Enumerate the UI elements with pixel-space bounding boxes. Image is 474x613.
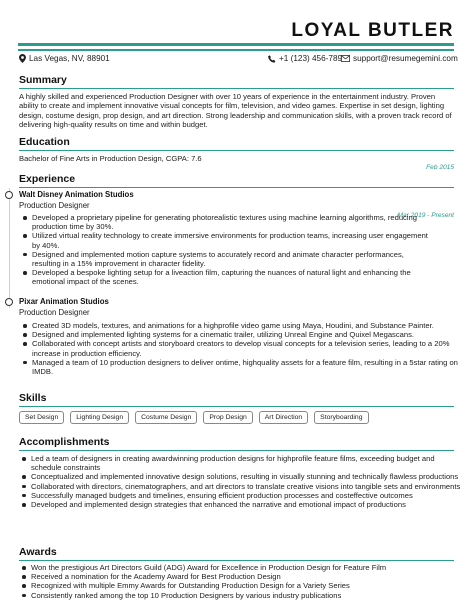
list-item: Collaborated with directors, cinematographers, and art directors to translate creative visions into tangible sets and environments [31,482,466,491]
experience-heading: Experience [19,173,76,185]
list-item: Developed and implemented design strategies that enhanced the narrative and emotional impact of productions [31,500,466,509]
map-pin-icon [19,54,26,63]
mail-icon [341,55,350,62]
list-item: Designed and implemented lighting systems for a cinematic trailer, utilizing Unreal Engine and Quixel Megascans. [32,330,468,339]
summary-text: A highly skilled and experienced Production Designer with over 10 years of experience in the entertainment industry. Proven ability to create and implement innovative visual concepts for film, television, and video games. Expertise in set design, lighting design, costume design, prop design, and art direction. Strong leadership and communication skills, with a proven track record of delivering high-quality results on time and within budget. [19,92,452,130]
skill-chip: Costume Design [135,411,197,424]
location-text: Las Vegas, NV, 88901 [29,54,110,63]
header-accent-bar [18,43,454,46]
candidate-name: LOYAL BUTLER [291,20,454,41]
contact-location [19,54,110,63]
list-item: Successfully managed budgets and timelines, ensuring efficient production processes and costeffective outcomes [31,491,466,500]
skills-heading: Skills [19,392,47,404]
timeline-dot [5,298,13,306]
list-item: Designed and implemented motion capture systems to accurately record and animate character performances, resulting in a 15% improvement in character fidelity. [32,250,432,268]
experience-timeline [9,188,10,308]
phone-icon [268,55,276,63]
summary-heading: Summary [19,74,67,86]
education-degree: Bachelor of Fine Arts in Production Design, CGPA: 7.6 [19,154,202,163]
list-item: Received a nomination for the Academy Award for Best Production Design [31,572,466,581]
education-heading: Education [19,136,70,148]
list-item: Consistently ranked among the top 10 Production Designers by various industry publications [31,591,466,600]
list-item: Led a team of designers in creating awardwinning production designs for highprofile feature films, exceeding budget and schedule constraints [31,454,466,472]
job-role: Production Designer [19,201,90,210]
phone-text: +1 (123) 456-789 [279,54,343,63]
timeline-dot [5,191,13,199]
job-bullets [20,321,468,376]
list-item: Managed a team of 10 production designers to deliver ontime, highquality assets for a feature film, resulting in a 5star rating on IMDB. [32,358,468,376]
awards-list [19,563,466,600]
skill-chip: Storyboarding [314,411,368,424]
list-item: Conceptualized and implemented innovative design solutions, resulting in visually stunning and technically flawless productions [31,472,466,481]
accomplishments-list [19,454,466,509]
list-item: Developed a bespoke lighting setup for a liveaction film, capturing the nuances of natural light and enhancing the emotional impact of the scenes. [32,268,432,286]
awards-heading: Awards [19,546,57,558]
skill-chip: Prop Design [203,411,252,424]
job-bullets [20,213,432,287]
list-item: Utilized virtual reality technology to create immersive environments for production teams, increasing user engagement by 40%. [32,231,432,249]
contact-email[interactable] [341,54,458,63]
list-item: Recognized with multiple Emmy Awards for Outstanding Production Design for a Variety Series [31,581,466,590]
summary-rule [19,88,454,89]
accomplishments-rule [19,450,454,451]
header-accent-line [18,49,454,51]
list-item: Collaborated with concept artists and storyboard creators to develop visual concepts for a television series, leading to a 20% increase in production efficiency. [32,339,468,357]
awards-rule [19,560,454,561]
accomplishments-heading: Accomplishments [19,436,110,448]
email-text[interactable]: support@resumegemini.com [353,54,458,63]
list-item: Created 3D models, textures, and animations for a highprofile video game using Maya, Houdini, and Substance Painter. [32,321,468,330]
list-item: Developed a proprietary pipeline for generating photorealistic textures using machine learning algorithms, reducing production time by 30%. [32,213,432,231]
company-name: Walt Disney Animation Studios [19,190,134,199]
list-item: Won the prestigious Art Directors Guild (ADG) Award for Excellence in Production Design for Feature Film [31,563,466,572]
job-date: Mar 2019 - Present [397,212,454,219]
experience-rule [19,187,454,188]
company-name: Pixar Animation Studios [19,297,109,306]
skill-chip: Set Design [19,411,64,424]
contact-phone [268,54,342,63]
skill-chip: Art Direction [259,411,308,424]
education-date: Feb 2015 [426,164,454,171]
skills-rule [19,406,454,407]
skills-list [19,411,369,424]
education-rule [19,150,454,151]
skill-chip: Lighting Design [70,411,129,424]
job-role: Production Designer [19,308,90,317]
